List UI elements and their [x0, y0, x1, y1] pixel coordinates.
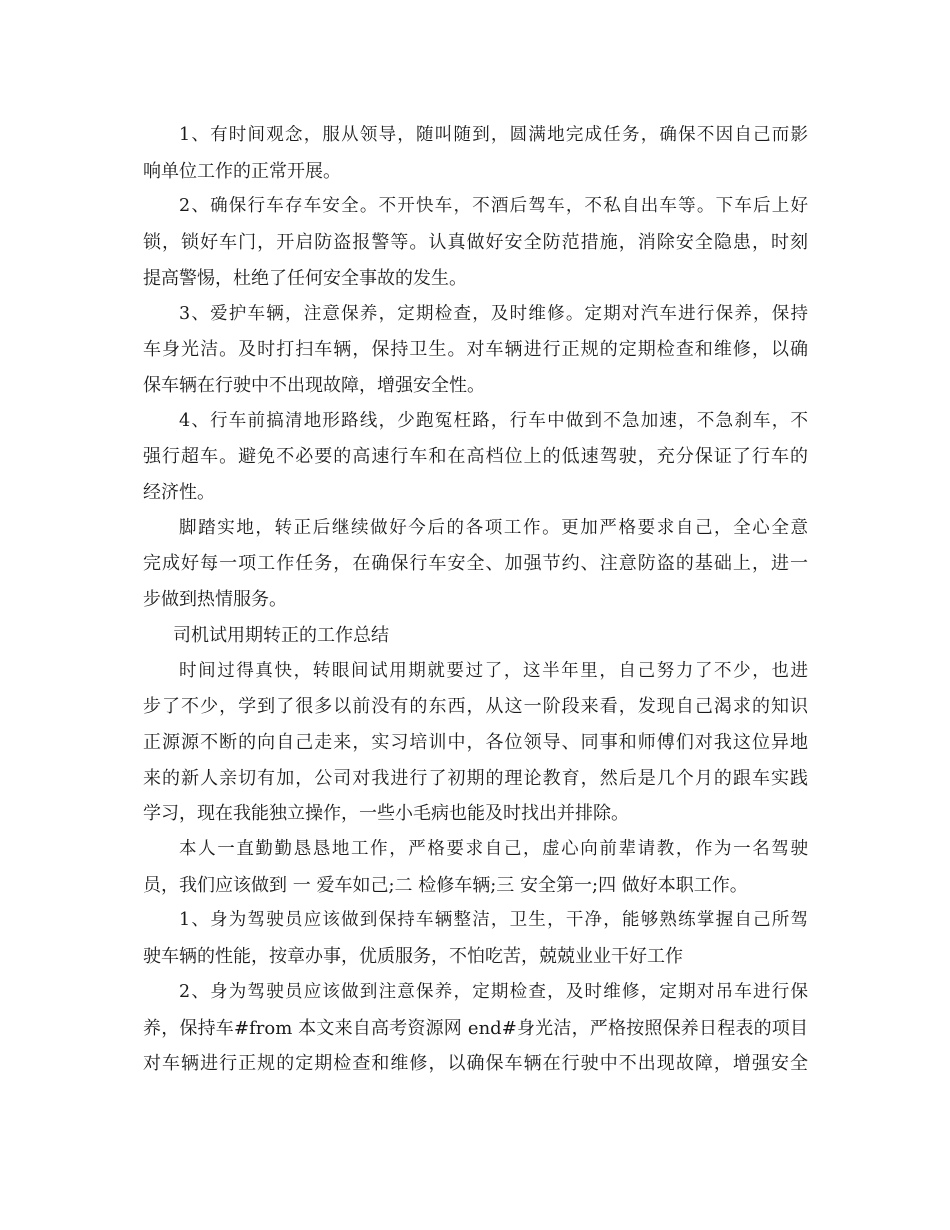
paragraph-5	[143, 511, 808, 618]
paragraph-3	[143, 297, 808, 404]
paragraph-4	[143, 404, 808, 511]
paragraph-8	[143, 903, 808, 974]
paragraph-6	[143, 654, 808, 833]
text-line: 强行超车。避免不必要的高速行车和在高档位上的低速驾驶，充分保证了行车的	[143, 446, 808, 468]
text-line: 提高警惕，杜绝了任何安全事故的发生。	[143, 267, 467, 289]
text-line: 步做到热情服务。	[143, 589, 287, 611]
paragraph-7	[143, 832, 808, 903]
paragraph-1	[143, 118, 808, 189]
paragraph-9	[143, 975, 808, 1082]
text-line: 锁，锁好车门，开启防盗报警等。认真做好安全防范措施，消除安全隐患，时刻	[143, 232, 808, 254]
text-line: 脚踏实地，转正后继续做好今后的各项工作。更加严格要求自己，全心全意	[179, 517, 808, 538]
text-line: 保车辆在行驶中不出现故障，增强安全性。	[143, 374, 485, 396]
text-line: 1、身为驾驶员应该做到保持车辆整洁，卫生，干净，能够熟练掌握自己所驾	[179, 910, 808, 931]
section-title: 司机试用期转正的工作总结	[173, 624, 389, 646]
text-line: 响单位工作的正常开展。	[143, 160, 341, 182]
text-line: 1、有时间观念，服从领导，随叫随到，圆满地完成任务，确保不因自己而影	[179, 125, 808, 145]
text-line: 养，保持车#from 本文来自高考资源网 end#身光洁，严格按照保养日程表的项目	[143, 1017, 808, 1039]
text-line: 对车辆进行正规的定期检查和维修，以确保车辆在行驶中不出现故障，增强安全	[143, 1053, 808, 1075]
text-line: 车身光洁。及时打扫车辆，保持卫生。对车辆进行正规的定期检查和维修，以确	[143, 339, 808, 361]
paragraph-2	[143, 189, 808, 296]
text-line: 完成好每一项工作任务，在确保行车安全、加强节约、注意防盗的基础上，进一	[143, 553, 808, 575]
text-line: 本人一直勤勤恳恳地工作，严格要求自己，虚心向前辈请教，作为一名驾驶	[179, 839, 808, 860]
text-line: 来的新人亲切有加，公司对我进行了初期的理论教育，然后是几个月的跟车实践	[143, 767, 808, 789]
text-line: 学习，现在我能独立操作，一些小毛病也能及时找出并排除。	[143, 803, 629, 825]
text-line: 驶车辆的性能，按章办事，优质服务，不怕吃苦，兢兢业业干好工作	[143, 946, 683, 968]
text-line: 4、行车前搞清地形路线，少跑冤枉路，行车中做到不急加速，不急刹车，不	[179, 410, 808, 431]
text-line: 步了不少，学到了很多以前没有的东西，从这一阶段来看，发现自己渴求的知识	[143, 696, 808, 718]
text-line: 2、身为驾驶员应该做到注意保养，定期检查，及时维修，定期对吊车进行保	[179, 981, 808, 1002]
text-line: 经济性。	[143, 482, 215, 504]
text-line: 正源源不断的向自己走来，实习培训中，各位领导、同事和师傅们对我这位异地	[143, 731, 808, 753]
text-line: 时间过得真快，转眼间试用期就要过了，这半年里，自己努力了不少，也进	[179, 660, 808, 681]
text-line: 2、确保行车存车安全。不开快车，不酒后驾车，不私自出车等。下车后上好	[179, 196, 808, 217]
text-line: 员，我们应该做到 一 爱车如己;二 检修车辆;三 安全第一;四 做好本职工作。	[143, 874, 748, 896]
text-line: 3、爱护车辆，注意保养，定期检查，及时维修。定期对汽车进行保养，保持	[179, 303, 808, 324]
document-body	[143, 118, 808, 1082]
